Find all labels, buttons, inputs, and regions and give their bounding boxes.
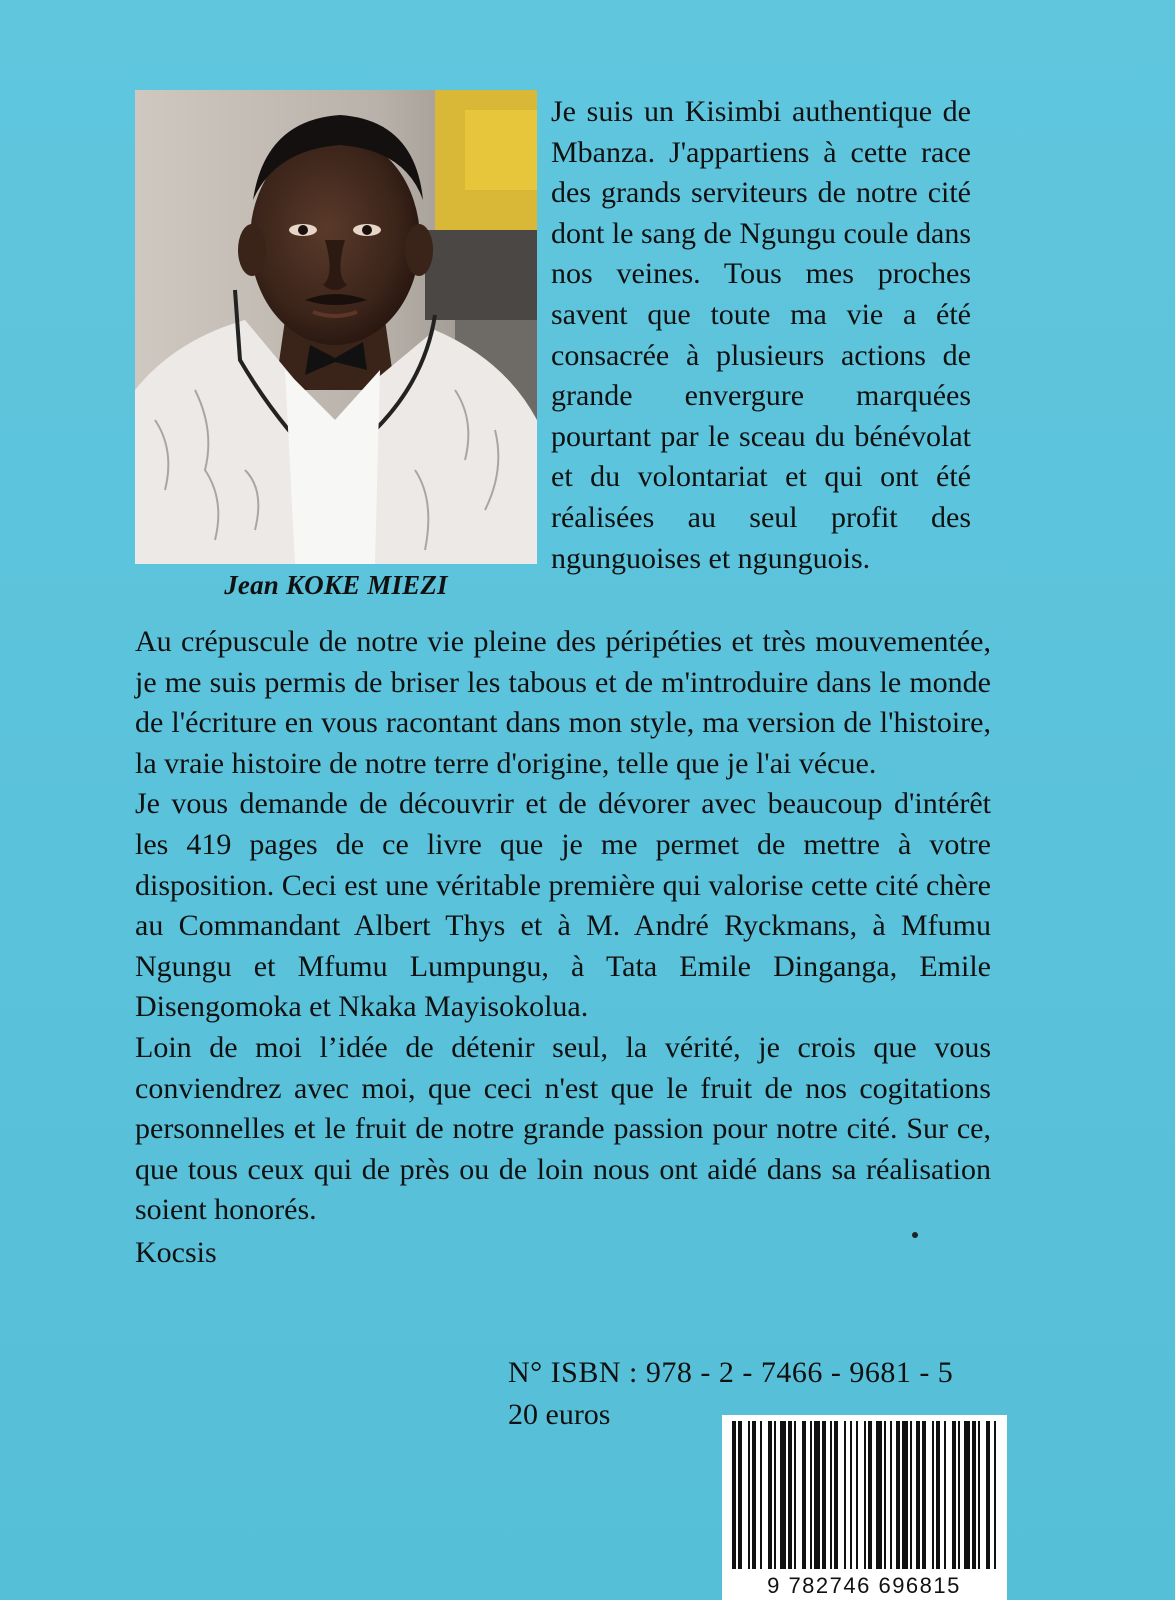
barcode-bar <box>760 1421 762 1569</box>
barcode-bar <box>850 1421 852 1569</box>
barcode-bar <box>774 1421 776 1569</box>
barcode-bar <box>844 1421 846 1569</box>
barcode-bar <box>830 1421 832 1569</box>
author-caption: Jean KOKE MIEZI <box>224 570 448 600</box>
barcode-bar <box>978 1421 980 1569</box>
barcode-bar <box>952 1421 956 1569</box>
barcode-bar <box>922 1421 926 1569</box>
price: 20 euros <box>508 1398 611 1431</box>
barcode <box>722 1415 1007 1600</box>
barcode-bar <box>986 1421 990 1569</box>
barcode-bar <box>902 1421 908 1569</box>
barcode-bar <box>856 1421 858 1569</box>
author-intro-paragraph: Je suis un Kisimbi authentique de Mbanza. J'appartiens à cette race des grands serviteurs de notre cité dont le sang de Ngungu coule dans nos veines. Tous mes proches savent que toute ma vie a été consacrée à plusieurs actions de grande envergure marquées pourtant par le sceau du bénévolat et du volontariat et qui ont été réalisées au seul profit des ngunguoises et ngunguois. <box>551 95 971 575</box>
paragraph-1: Au crépuscule de notre vie pleine des péripéties et très mouvementée, je me suis permis de briser les tabous et de m'introduire dans le monde de l'écriture en vous racontant dans mon style, ma version de l'histoire, la vraie histoire de notre terre d'origine, telle que je l'ai vécue. <box>135 625 991 780</box>
signature: Kocsis <box>135 1236 217 1269</box>
barcode-digits: 9 782746 696815 <box>767 1573 961 1598</box>
barcode-bar <box>822 1421 826 1569</box>
barcode-bar <box>932 1421 934 1569</box>
paragraph-3: Loin de moi l’idée de détenir seul, la vérité, je crois que vous conviendrez avec moi, que ceci n'est que le fruit de nos cogitations personnelles et le fruit de notre grande passion pour notre cité. Sur ce, que tous ceux qui de près ou de loin nous ont aidé dans sa réalisation soient honorés. <box>135 1030 991 1227</box>
barcode-bar <box>780 1421 786 1569</box>
isbn-line: N° ISBN : 978 - 2 - 7466 - 9681 - 5 <box>508 1356 954 1389</box>
barcode-bar <box>748 1421 750 1569</box>
barcode-bar <box>994 1421 996 1569</box>
barcode-bar <box>936 1421 940 1569</box>
barcode-bar <box>890 1421 892 1569</box>
barcode-bar <box>916 1421 920 1569</box>
barcode-bar <box>972 1421 976 1569</box>
barcode-bar <box>834 1421 838 1569</box>
barcode-bar <box>896 1421 900 1569</box>
back-cover-text <box>135 622 991 1231</box>
author-photo <box>135 90 537 564</box>
barcode-bar <box>876 1421 882 1569</box>
barcode-bar <box>958 1421 960 1569</box>
barcode-bar <box>768 1421 772 1569</box>
print-speck <box>912 1232 918 1238</box>
barcode-bar <box>732 1421 736 1569</box>
paragraph-2: Je vous demande de découvrir et de dévorer avec beaucoup d'intérêt les 419 pages de ce livre que je me permet de mettre à votre disposition. Ceci est une véritable première qui valorise cette cité chère au Commandant Albert Thys et à M. André Ryckmans, à Mfumu Ngungu et Mfumu Lumpungu, à Tata Emile Dinganga, Emile Disengomoka et Nkaka Mayisokolua. <box>135 787 991 1024</box>
barcode-bar <box>814 1421 820 1569</box>
barcode-bar <box>802 1421 806 1569</box>
barcode-bar <box>788 1421 792 1569</box>
barcode-bar <box>964 1421 970 1569</box>
barcode-bar <box>910 1421 912 1569</box>
barcode-bar <box>868 1421 872 1569</box>
barcode-bar <box>864 1421 866 1569</box>
barcode-bar <box>884 1421 886 1569</box>
barcode-bar <box>794 1421 796 1569</box>
barcode-bar <box>944 1421 946 1569</box>
barcode-bar <box>738 1421 742 1569</box>
barcode-bar <box>810 1421 812 1569</box>
barcode-bar <box>752 1421 756 1569</box>
